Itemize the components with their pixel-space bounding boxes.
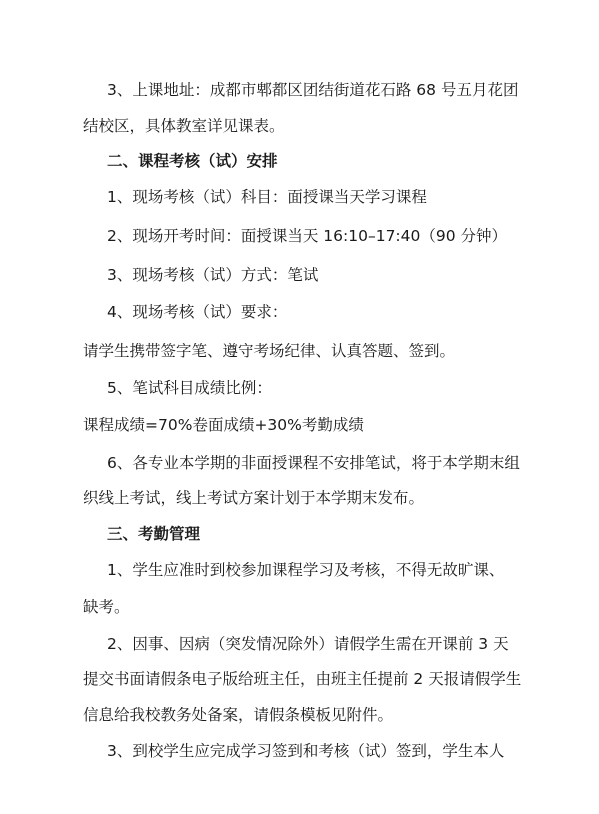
attendance-2-line-3: 信息给我校教务处备案，请假条模板见附件。 bbox=[83, 706, 394, 724]
exam-method: 3、现场考核（试）方式：笔试 bbox=[107, 266, 319, 284]
address-line-1: 3、上课地址：成都市郫都区团结街道花石路 68 号五月花团 bbox=[107, 81, 519, 99]
address-line-2: 结校区，具体教室详见课表。 bbox=[83, 117, 285, 135]
attendance-2-line-2: 提交书面请假条电子版给班主任，由班主任提前 2 天报请假学生 bbox=[83, 670, 522, 688]
attendance-1-line-1: 1、学生应准时到校参加课程学习及考核，不得无故旷课、 bbox=[107, 561, 505, 579]
exam-requirements-detail: 请学生携带签字笔、遵守考场纪律、认真答题、签到。 bbox=[83, 342, 456, 360]
online-exam-line-2: 织线上考试，线上考试方案计划于本学期末发布。 bbox=[83, 489, 425, 507]
section-heading-exam: 二、课程考核（试）安排 bbox=[107, 152, 278, 170]
grade-ratio: 5、笔试科目成绩比例： bbox=[107, 379, 272, 397]
attendance-3-line-1: 3、到校学生应完成学习签到和考核（试）签到，学生本人 bbox=[107, 742, 505, 760]
section-heading-attendance: 三、考勤管理 bbox=[107, 525, 201, 543]
attendance-2-line-1: 2、因事、因病（突发情况除外）请假学生需在开课前 3 天 bbox=[107, 635, 509, 653]
attendance-1-line-2: 缺考。 bbox=[83, 598, 130, 616]
exam-subject: 1、现场考核（试）科目：面授课当天学习课程 bbox=[107, 188, 427, 206]
exam-requirements: 4、现场考核（试）要求： bbox=[107, 303, 288, 321]
exam-time: 2、现场开考时间：面授课当天 16:10–17:40（90 分钟） bbox=[107, 227, 508, 245]
grade-formula: 课程成绩=70%卷面成绩+30%考勤成绩 bbox=[83, 416, 364, 434]
online-exam-line-1: 6、各专业本学期的非面授课程不安排笔试，将于本学期末组 bbox=[107, 454, 520, 472]
